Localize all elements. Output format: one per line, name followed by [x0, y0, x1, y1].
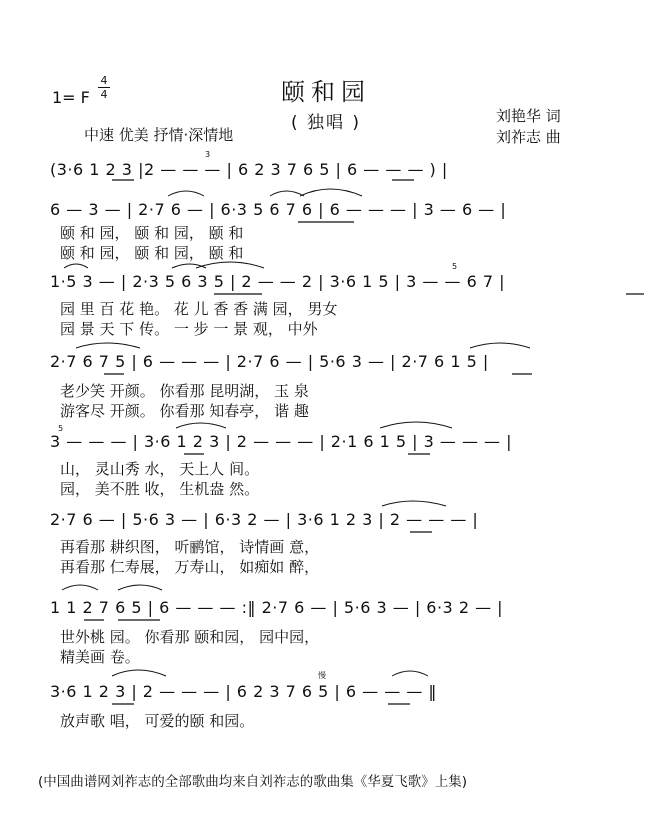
lyric-line-7b: 精美画 卷。 — [60, 648, 140, 666]
slur — [168, 191, 204, 196]
key-signature: 1= F — [52, 88, 90, 107]
notation-line-3: 1·5 3 — | 2·3 5 6 3 5 | 2 — — 2 | 3·6 1 5 | 3 — — 6 7 | — [50, 272, 506, 291]
slur — [380, 422, 452, 428]
slur — [112, 670, 166, 676]
notation-line-2: 6 — 3 — | 2·7 6 — | 6·3 5 6 7 6 | 6 — — — | 3 — 6 — | — [50, 200, 507, 219]
slur — [270, 191, 304, 196]
footer-note: (中国曲谱网刘祚志的全部歌曲均来自刘祚志的歌曲集《华夏飞歌》上集) — [38, 774, 468, 790]
lyric-line-8a: 放声歌 唱， 可爱的颐 和园。 — [60, 712, 255, 730]
slur — [176, 423, 226, 428]
notation-line-5: 3 — — — | 3·6 1 2 3 | 2 — — — | 2·1 6 1 5 | 3 — — — | — [50, 432, 513, 451]
meter-bottom: 4 — [98, 87, 110, 101]
lyric-line-6b: 再看那 仁寿展， 万寿山， 如痴如 醉， — [60, 558, 320, 576]
notation-line-7: 1 1 2 7 6 5 | 6 — — — :‖ 2·7 6 — | 5·6 3 — | 6·3 2 — | — [50, 598, 504, 617]
credits — [496, 106, 561, 148]
slur — [300, 189, 362, 196]
meter-top: 4 — [100, 74, 108, 87]
grace-note-mark: 5 — [58, 424, 64, 433]
grace-note-mark: 5 — [452, 262, 458, 271]
slur — [76, 343, 140, 348]
lyric-line-3a: 园 里 百 花 艳。 花 儿 香 香 满 园， 男女 — [60, 300, 338, 318]
notation-line-6: 2·7 6 — | 5·6 3 — | 6·3 2 — | 3·6 1 2 3 | 2 — — — | — [50, 510, 479, 529]
tempo-marking: 中速 优美 抒情·深情地 — [84, 126, 234, 144]
grace-note-mark: 3 — [205, 150, 211, 159]
song-subtitle: ( 独唱 ) — [290, 113, 362, 133]
lyric-line-5a: 山， 灵山秀 水， 天上人 间。 — [60, 460, 260, 478]
slur — [118, 585, 162, 590]
lyric-line-4b: 游客尽 开颜。 你看那 知春亭， 谐 趣 — [60, 402, 309, 420]
lyricist-credit: 刘艳华 词 — [496, 107, 561, 125]
song-title: 颐和园 — [281, 78, 371, 106]
lyric-line-6a: 再看那 耕织图， 听鹂馆， 诗情画 意， — [60, 538, 320, 556]
lyric-line-5b: 园， 美不胜 收， 生机盎 然。 — [60, 480, 260, 498]
notation-line-8: 3·6 1 2 3 | 2 — — — | 6 2 3 7 6 5 | 6 — — — ‖ — [50, 682, 437, 701]
notation-line-4: 2·7 6 7 5 | 6 — — — | 2·7 6 — | 5·6 3 — | 2·7 6 1 5 | — [50, 352, 489, 371]
slur — [64, 264, 88, 268]
slur — [392, 671, 428, 676]
slur — [470, 343, 530, 348]
lyric-line-2b: 颐 和 园， 颐 和 园， 颐 和 — [60, 244, 244, 262]
slur — [62, 585, 98, 590]
slur — [172, 264, 206, 268]
composer-credit: 刘祚志 曲 — [496, 128, 561, 146]
notation-line-1: (3·6 1 2 3 |2 — — — | 6 2 3 7 6 5 | 6 — — — ) | — [50, 160, 448, 179]
lyric-line-4a: 老少笑 开颜。 你看那 昆明湖， 玉 泉 — [60, 382, 309, 400]
lyric-line-2a: 颐 和 园， 颐 和 园， 颐 和 — [60, 224, 244, 242]
lyric-line-7a: 世外桃 园。 你看那 颐和园， 园中园， — [60, 628, 320, 646]
slur — [382, 501, 446, 506]
slow-marking: 慢 — [318, 671, 326, 680]
lyric-line-3b: 园 景 天 下 传。 一 步 一 景 观， 中外 — [60, 320, 318, 338]
